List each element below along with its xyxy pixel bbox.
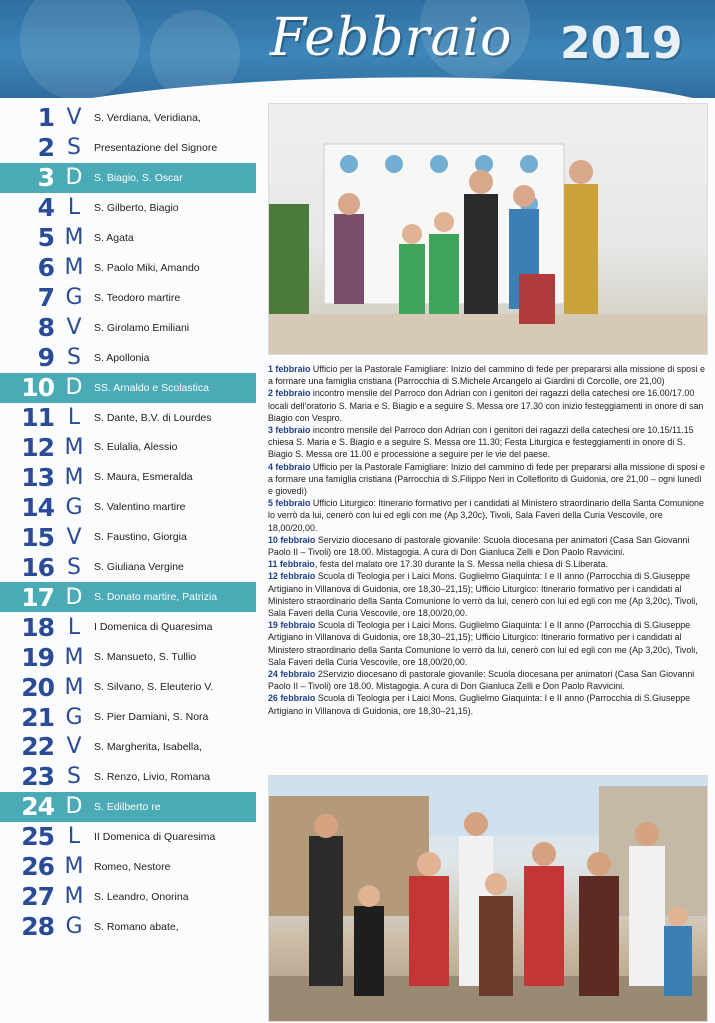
day-number: 15 xyxy=(21,522,54,552)
day-row xyxy=(0,582,256,612)
day-number: 27 xyxy=(21,882,54,912)
saint-name: S. Agata xyxy=(94,231,134,244)
saint-name: S. Renzo, Livio, Romana xyxy=(94,770,211,783)
day-row xyxy=(0,882,256,912)
weekday-letter: S xyxy=(67,135,81,161)
day-number: 5 xyxy=(37,223,54,253)
day-number: 8 xyxy=(37,313,54,343)
event-description: , festa del malato ore 17.30 durante la S. Messa nella chiesa di S.Liberata. xyxy=(314,559,608,570)
saint-name: S. Faustino, Giorgia xyxy=(94,531,187,544)
day-number: 21 xyxy=(21,702,54,732)
saint-name: S. Dante, B.V. di Lourdes xyxy=(94,411,212,424)
weekday-letter: S xyxy=(67,764,81,790)
weekday-letter: D xyxy=(65,165,83,191)
weekday-letter: G xyxy=(65,494,83,520)
day-number: 22 xyxy=(21,732,54,762)
saint-name: S. Donato martire, Patrizia xyxy=(94,591,218,604)
building xyxy=(269,796,429,916)
saint-name: S. Margherita, Isabella, xyxy=(94,740,202,753)
saint-name: S. Pier Damiani, S. Nora xyxy=(94,711,209,724)
weekday-letter: D xyxy=(65,375,83,401)
event-entry xyxy=(268,558,708,570)
event-entry xyxy=(268,424,708,461)
event-description: Ufficio per la Pastorale Famigliare: Inizio del cammino di fede per prepararsi alla missione di sposi e a formare una famiglia cristiana (Parrocchia di S.Filippo Neri in Colleflorito di Guidonia, ore 21,00 – ogni lunedì e giovedì) xyxy=(268,461,705,497)
day-number: 9 xyxy=(37,343,54,373)
year-title: 2019 xyxy=(560,18,683,69)
day-number: 14 xyxy=(21,492,54,522)
day-number: 13 xyxy=(21,462,54,492)
saint-name: S. Verdiana, Veridiana, xyxy=(94,111,201,124)
day-row xyxy=(0,253,256,283)
weekday-letter: G xyxy=(65,914,83,940)
day-row xyxy=(0,552,256,582)
event-description: Ufficio per la Pastorale Famigliare: Inizio del cammino di fede per prepararsi alla missione di sposi e a formare una famiglia cristiana (Parrocchia di S.Michele Arcangelo ai Giardini di Corcolle, ore 21,00) xyxy=(268,364,705,387)
day-row xyxy=(0,522,256,552)
saint-name: Romeo, Nestore xyxy=(94,860,171,873)
weekday-letter: L xyxy=(67,195,81,221)
event-date: 11 febbraio xyxy=(268,559,315,570)
saint-name: S. Gilberto, Biagio xyxy=(94,201,179,214)
day-row xyxy=(0,103,256,133)
day-number: 24 xyxy=(21,792,54,822)
weekday-letter: G xyxy=(65,285,83,311)
weekday-letter: L xyxy=(67,614,81,640)
saint-name: S. Apollonia xyxy=(94,351,150,364)
saint-name: S. Teodoro martire xyxy=(94,291,181,304)
event-description: 2Servizio diocesano di pastorale giovanile: Scuola diocesana per animatori (Casa San Giovanni Paolo II – Tivoli) ore 18.00. Mistagogia. A cura di Don Gianluca Zelli e Don Paolo Ravvicini. xyxy=(268,669,695,692)
event-description: Scuola di Teologia per i Laici Mons. Guglielmo Giaquinta: I e II anno (Parrocchia di S.Giuseppe Artigiano in Villanova di Guidonia, ore 18,30–21,15); Ufficio Liturgico: Itinerario formativo per i candidati al Ministero straordinario della Santa Comunione lo verrò da lui, cenerò con lui ed egli con me (Ap 3,20c), Tivoli, Sala Faveri della Curia Vescovile, ore 18,00/20,00. xyxy=(268,571,698,619)
weekday-letter: M xyxy=(64,854,84,880)
day-number: 4 xyxy=(37,193,54,223)
saint-name: S. Edilberto re xyxy=(94,800,161,813)
event-date: 5 febbraio xyxy=(268,498,311,509)
weekday-letter: G xyxy=(65,704,83,730)
day-row xyxy=(0,163,256,193)
day-number: 26 xyxy=(21,852,54,882)
day-number: 17 xyxy=(21,582,54,612)
event-entry xyxy=(268,534,708,558)
event-date: 1 febbraio xyxy=(268,364,311,374)
saint-name: II Domenica di Quaresima xyxy=(94,830,216,843)
event-description: Servizio diocesano di pastorale giovanile: Scuola diocesana per animatori (Casa San Giovanni Paolo II – Tivoli) ore 18.00. Mistagogia. A cura di Don Gianluca Zelli e Don Paolo Ravvicini. xyxy=(268,534,690,558)
event-description: Scuola di Teologia per i Laici Mons. Guglielmo Giaquinta: I e II anno (Parrocchia di S.Giuseppe Artigiano in Villanova di Guidonia, ore 18,30–21,15); Ufficio Liturgico: Itinerario formativo per i candidati al Ministero straordinario della Santa Comunione lo verrò da lui, cenerò con lui ed egli con me (Ap 3,20c), Tivoli, Sala Faveri della Curia Vescovile, ore 18,00/20,00. xyxy=(268,620,698,667)
plant xyxy=(269,204,309,314)
group-photo-pirate-costumes xyxy=(268,775,708,1022)
day-number: 7 xyxy=(37,283,54,313)
day-row xyxy=(0,223,256,253)
event-date: 10 febbraio xyxy=(268,534,316,545)
event-date: 24 febbraio xyxy=(268,669,316,680)
weekday-letter: S xyxy=(67,554,81,580)
saint-name: I Domenica di Quaresima xyxy=(94,621,213,634)
saint-name: S. Eulalia, Alessio xyxy=(94,441,178,454)
saint-name: S. Leandro, Onorina xyxy=(94,890,189,903)
saint-name: S. Valentino martire xyxy=(94,501,186,514)
day-row xyxy=(0,702,256,732)
event-date: 2 febbraio xyxy=(268,388,311,399)
saint-name: S. Romano abate, xyxy=(94,920,179,933)
weekday-letter: D xyxy=(65,794,83,820)
event-date: 19 febbraio xyxy=(268,620,316,631)
day-number: 25 xyxy=(21,822,54,852)
day-row xyxy=(0,822,256,852)
weekday-letter: L xyxy=(67,405,81,430)
group-photo-pirates-stage xyxy=(268,103,708,355)
saint-name: S. Paolo Miki, Amando xyxy=(94,261,200,274)
event-description: Scuola di Teologia per i Laici Mons. Guglielmo Giaquinta: I e II anno (Parrocchia di S.Giuseppe Artigiano in Villanova di Guidonia, ore 18,30–21,15). xyxy=(268,693,691,716)
floor xyxy=(269,314,707,354)
weekday-letter: M xyxy=(64,255,84,281)
event-entry xyxy=(268,363,708,387)
weekday-letter: M xyxy=(64,644,84,670)
day-row xyxy=(0,852,256,882)
event-entry xyxy=(268,668,708,692)
event-entry xyxy=(268,497,708,534)
saint-name: SS. Arnaldo e Scolastica xyxy=(94,381,209,394)
day-number: 28 xyxy=(21,912,54,942)
event-date: 26 febbraio xyxy=(268,693,316,704)
photo-illustration xyxy=(269,776,707,1021)
event-entry xyxy=(268,570,708,619)
photo-illustration xyxy=(269,104,707,354)
day-number: 12 xyxy=(21,432,54,462)
day-row xyxy=(0,792,256,822)
day-row xyxy=(0,462,256,492)
event-entry xyxy=(268,461,708,498)
day-row xyxy=(0,133,256,163)
event-description: Ufficio Liturgico: Itinerario formativo per i candidati al Ministero straordinario della Santa Comunione lo verrò da lui, cenerò con lui ed egli con me (Ap 3,20c), Tivoli, Sala Faveri della Curia Vescovile, ore 18,00/20,00. xyxy=(268,498,704,533)
day-row xyxy=(0,432,256,462)
day-number: 16 xyxy=(21,552,54,582)
day-row xyxy=(0,403,256,433)
day-number: 3 xyxy=(37,163,54,193)
day-row xyxy=(0,732,256,762)
saint-name: S. Silvano, S. Eleuterio V. xyxy=(94,681,214,694)
weekday-letter: M xyxy=(64,434,84,460)
weekday-letter: V xyxy=(66,315,82,341)
day-row xyxy=(0,672,256,702)
day-number: 10 xyxy=(21,373,54,403)
day-row xyxy=(0,612,256,642)
day-row xyxy=(0,492,256,522)
weekday-letter: V xyxy=(66,734,82,760)
saint-name: S. Giuliana Vergine xyxy=(94,561,184,574)
weekday-letter: D xyxy=(65,584,83,610)
event-entry xyxy=(268,619,708,668)
day-number: 11 xyxy=(21,403,54,432)
weekday-letter: M xyxy=(64,464,84,490)
weekday-letter: M xyxy=(64,225,84,251)
day-number: 18 xyxy=(21,612,54,642)
day-number: 23 xyxy=(21,762,54,792)
saint-name: S. Maura, Esmeralda xyxy=(94,471,193,484)
weekday-letter: S xyxy=(67,345,81,371)
day-row xyxy=(0,373,256,403)
weekday-letter: L xyxy=(67,824,81,850)
saint-name: Presentazione del Signore xyxy=(94,141,218,154)
weekday-letter: M xyxy=(64,884,84,910)
event-entry xyxy=(268,692,708,716)
day-row xyxy=(0,912,256,942)
day-number: 19 xyxy=(21,642,54,672)
event-date: 4 febbraio xyxy=(268,461,311,472)
weekday-letter: V xyxy=(66,524,82,550)
weekday-letter: V xyxy=(66,105,82,131)
calendar-day-list xyxy=(0,103,256,942)
day-number: 6 xyxy=(37,253,54,283)
saint-name: S. Biagio, S. Oscar xyxy=(94,171,183,184)
saint-name: S. Mansueto, S. Tullio xyxy=(94,651,197,664)
event-entry xyxy=(268,387,708,424)
events-list xyxy=(268,363,708,717)
event-description: incontro mensile del Parroco don Adrian con i genitori dei ragazzi della catechesi ore 10.15/11.15 chiesa S. Maria e S. Biagio e a seguire S. Messa ore 11.30; Festa Liturgica e festeggiamenti in onore di S. Biagio S. Messa ore 11.00 e processione a seguire per le vie del paese. xyxy=(268,425,694,460)
day-row xyxy=(0,642,256,672)
day-row xyxy=(0,313,256,343)
saint-name: S. Girolamo Emiliani xyxy=(94,321,190,334)
day-number: 20 xyxy=(21,672,54,702)
day-row xyxy=(0,283,256,313)
event-date: 3 febbraio xyxy=(268,425,311,436)
day-number: 2 xyxy=(37,133,54,163)
day-row xyxy=(0,193,256,223)
header-banner xyxy=(0,0,715,98)
event-description: incontro mensile del Parroco don Adrian con i genitori dei ragazzi della catechesi ore 16.00/17.00 locali dell'oratorio S. Maria e S. Biagio e a seguire S. Messa ore 17.30 con inizio festeggiamenti in onore di san Biagio con Vespro. xyxy=(268,388,704,423)
weekday-letter: M xyxy=(64,674,84,700)
day-row xyxy=(0,762,256,792)
event-date: 12 febbraio xyxy=(268,571,316,582)
banner-decoration xyxy=(20,0,140,98)
day-number: 1 xyxy=(37,103,54,133)
month-title: Febbraio xyxy=(270,8,513,68)
day-row xyxy=(0,343,256,373)
